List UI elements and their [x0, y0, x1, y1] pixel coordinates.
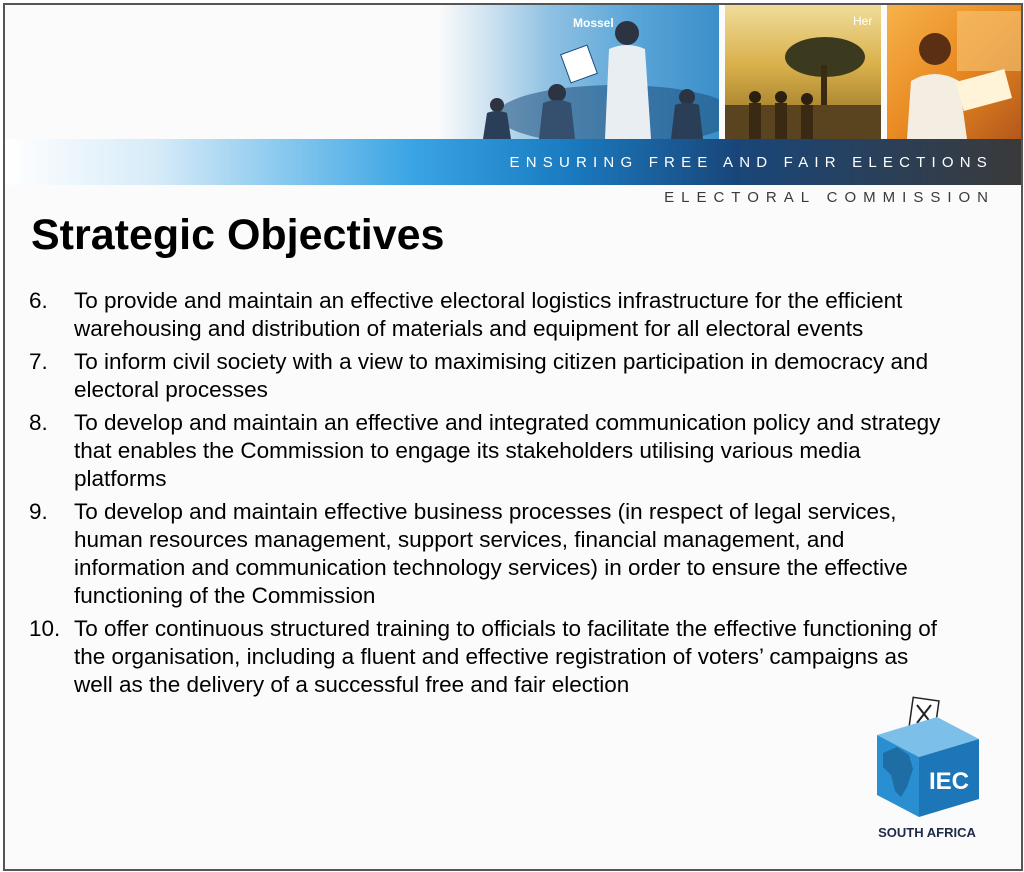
logo-text: IEC [928, 768, 970, 795]
objectives-list [29, 287, 949, 704]
objective-text: To offer continuous structured training to officials to facilitate the effective functioning of the organisation, including a fluent and effective registration of voters’ campaigns as well as the delivery of a successful free and fair election [74, 616, 938, 697]
tagline-banner [5, 139, 1021, 185]
official-photo [887, 5, 1023, 139]
map-label-mossel: Mossel [573, 16, 614, 30]
village-photo [725, 5, 881, 139]
objective-item [29, 498, 949, 610]
objective-text: To provide and maintain an effective electoral logistics infrastructure for the efficient warehousing and distribution of materials and equipment for all electoral events [74, 288, 903, 341]
tagline-text: ENSURING FREE AND FAIR ELECTIONS [509, 154, 993, 171]
objective-number: 9. [29, 499, 48, 524]
objective-item [29, 409, 949, 493]
slide [3, 3, 1023, 871]
crowd-photo [437, 5, 719, 139]
iec-logo [867, 695, 987, 845]
official-with-map-image [887, 5, 1023, 139]
map-label-her: Her [853, 14, 873, 28]
objective-text: To develop and maintain an effective and integrated communication policy and strategy that enables the Commission to engage its stakeholders utilising various media platforms [74, 410, 941, 491]
logo-caption: SOUTH AFRICA [878, 825, 976, 840]
slide-title: Strategic Objectives [31, 211, 445, 259]
objective-text: To develop and maintain effective business processes (in respect of legal services, human resources management, support services, financial management, and information and communication technology services) in order to ensure the effective functioning of the Commission [74, 499, 908, 608]
objective-number: 7. [29, 349, 48, 374]
ballot-box-icon [867, 695, 987, 823]
objective-text: To inform civil society with a view to maximising citizen participation in democracy and electoral processes [74, 349, 929, 402]
objective-number: 8. [29, 410, 48, 435]
objective-number: 6. [29, 288, 48, 313]
crowd-silhouette-image [437, 5, 719, 139]
objective-item [29, 615, 949, 699]
village-queue-image [725, 5, 881, 139]
header-photo-collage [437, 5, 1023, 139]
organisation-name: ELECTORAL COMMISSION [664, 189, 995, 206]
objective-item [29, 287, 949, 343]
objective-number: 10. [29, 616, 61, 641]
objective-item [29, 348, 949, 404]
